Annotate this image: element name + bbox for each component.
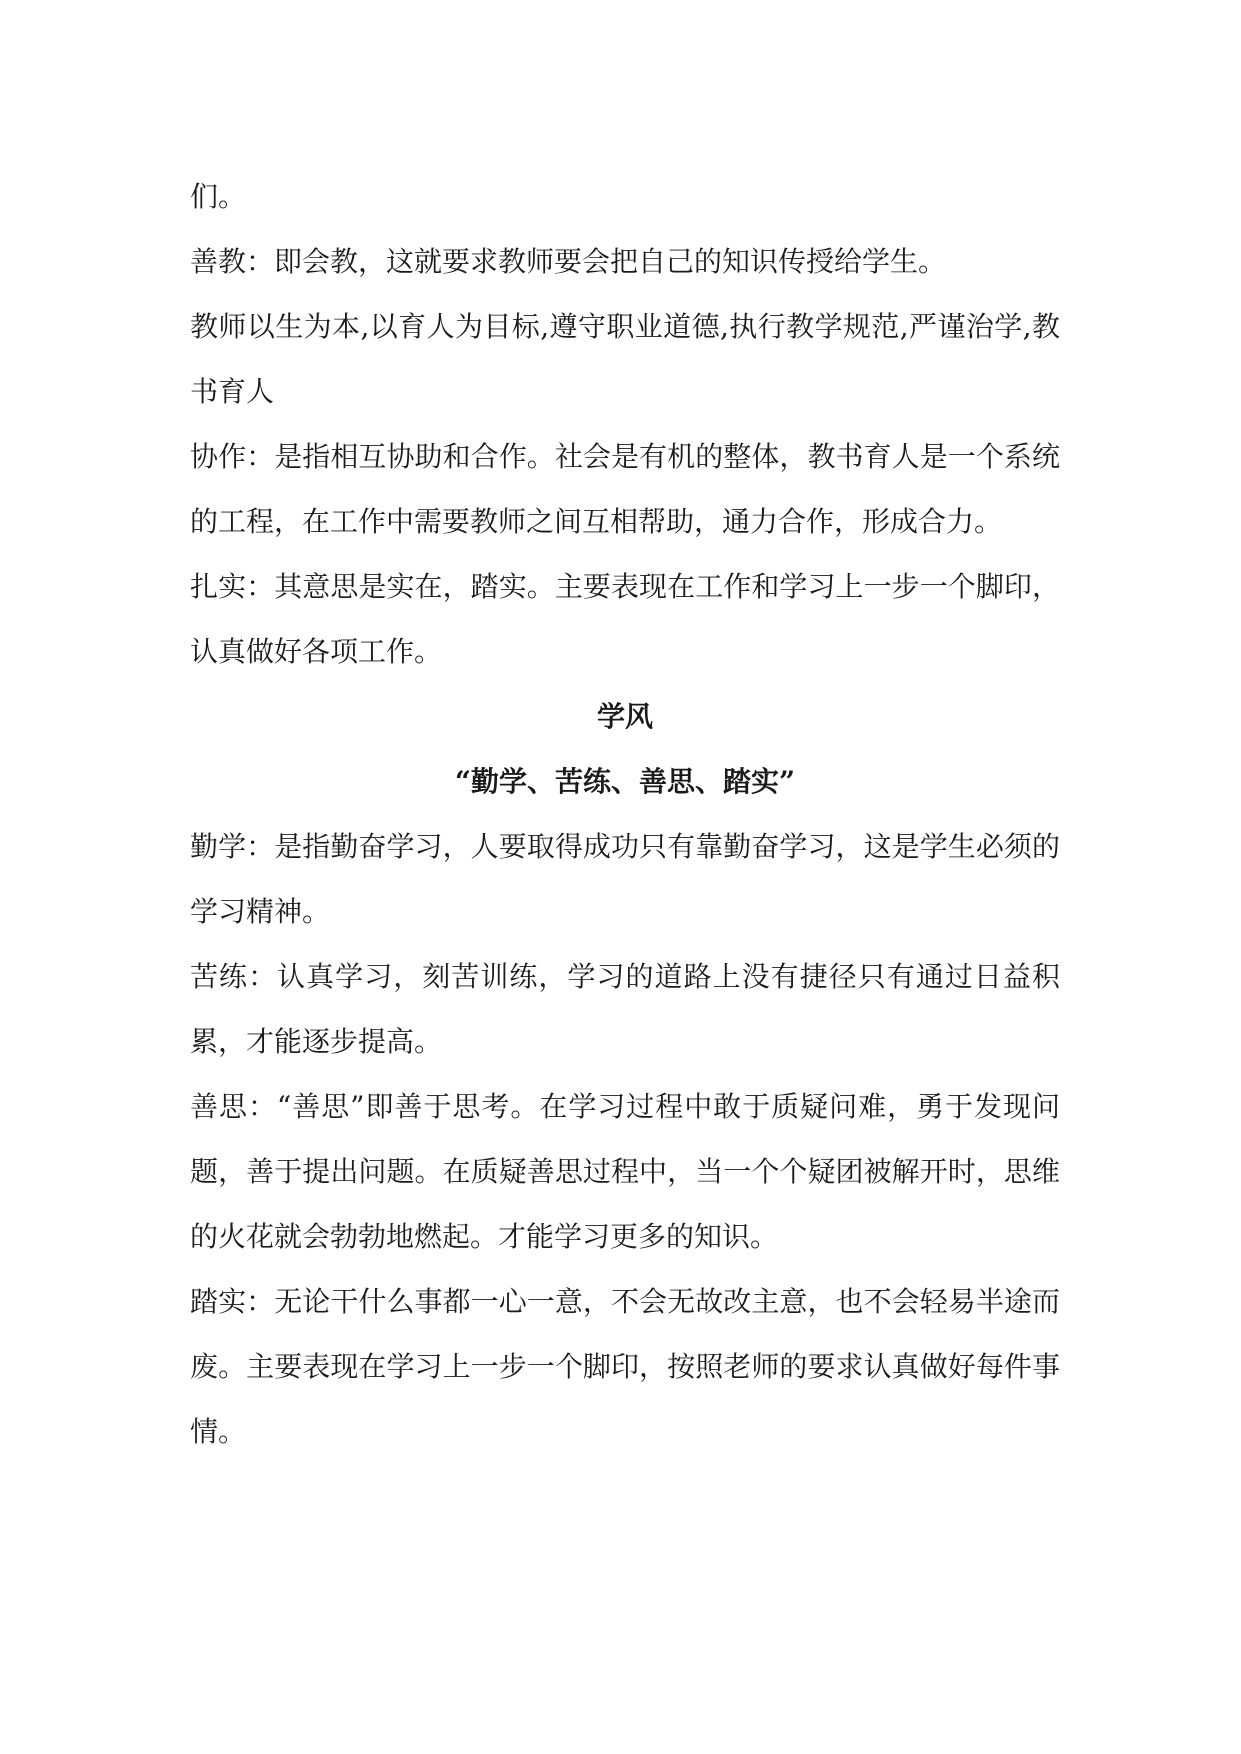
paragraph-kulian: 苦练：认真学习，刻苦训练，学习的道路上没有捷径只有通过日益积累，才能逐步提高。 — [190, 960, 1060, 1058]
paragraph-shansi: 善思：“善思”即善于思考。在学习过程中敢于质疑问难，勇于发现问题，善于提出问题。在质疑善思过程中，当一个个疑团被解开时，思维的火花就会勃勃地燃起。才能学习更多的知识。 — [190, 1090, 1060, 1253]
paragraph-continuation: 们。 — [190, 180, 247, 213]
paragraph-xiezuo: 协作：是指相互协助和合作。社会是有机的整体，教书育人是一个系统的工程，在工作中需要教师之间互相帮助，通力合作，形成合力。 — [190, 440, 1060, 538]
document-body — [190, 164, 1060, 1464]
section-title: 学风 — [596, 700, 653, 733]
paragraph-zhashi: 扎实：其意思是实在，踏实。主要表现在工作和学习上一步一个脚印，认真做好各项工作。 — [190, 570, 1060, 668]
paragraph-teacher-principles: 教师以生为本,以育人为目标,遵守职业道德,执行教学规范,严谨治学,教书育人 — [190, 310, 1060, 408]
section-motto: “勤学、苦练、善思、踏实” — [454, 765, 796, 798]
paragraph-qinxue: 勤学：是指勤奋学习，人要取得成功只有靠勤奋学习，这是学生必须的学习精神。 — [190, 830, 1060, 928]
paragraph-shanjiao: 善教：即会教，这就要求教师要会把自己的知识传授给学生。 — [190, 245, 947, 278]
paragraph-tashi: 踏实：无论干什么事都一心一意，不会无故改主意，也不会轻易半途而废。主要表现在学习上一步一个脚印，按照老师的要求认真做好每件事情。 — [190, 1285, 1060, 1448]
